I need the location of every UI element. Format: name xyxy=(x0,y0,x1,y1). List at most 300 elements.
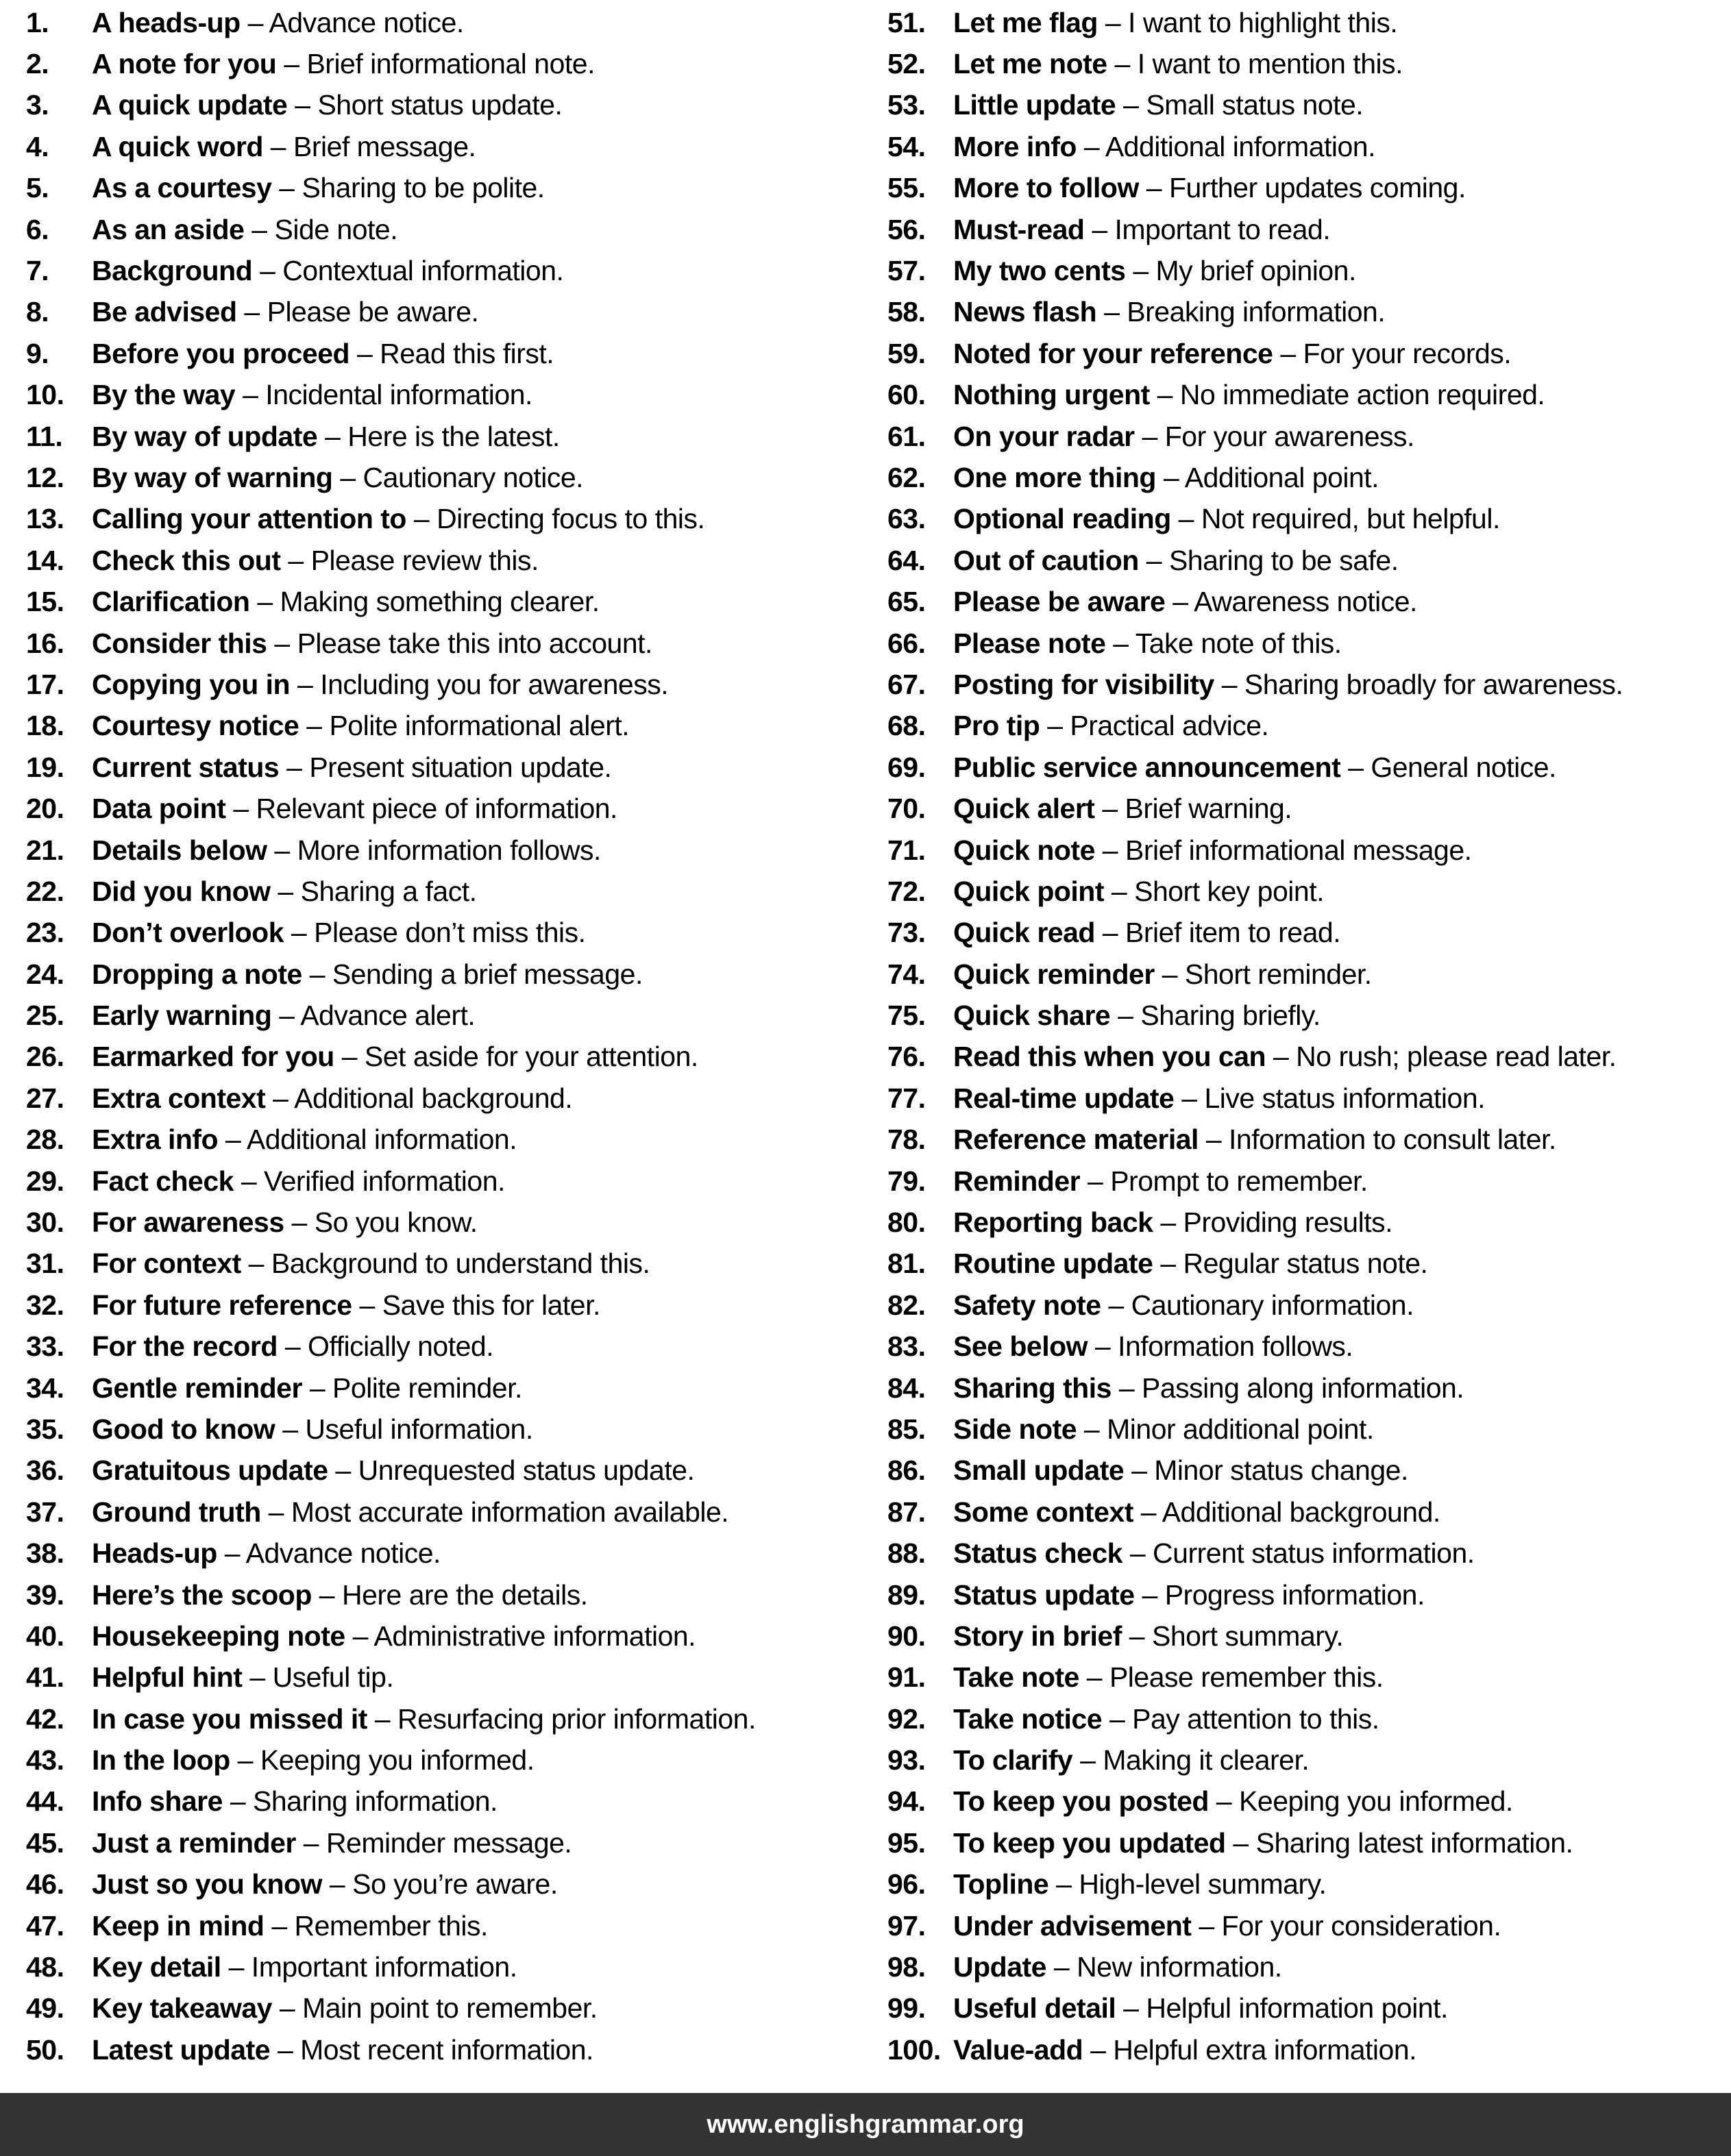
list-item xyxy=(887,1988,1731,2029)
item-text: On your radar – For your awareness. xyxy=(953,420,1414,452)
item-text: Housekeeping note – Administrative information. xyxy=(92,1620,696,1652)
item-number: 39. xyxy=(26,1578,64,1611)
list-item xyxy=(26,1202,865,1243)
item-text: Fact check – Verified information. xyxy=(92,1165,505,1197)
item-term: Reference material xyxy=(953,1124,1199,1156)
list-item xyxy=(26,416,865,457)
list-item xyxy=(887,1739,1731,1781)
item-desc: Remember this. xyxy=(294,1909,488,1942)
item-text: See below – Information follows. xyxy=(953,1330,1353,1363)
list-item xyxy=(887,1367,1731,1409)
list-item xyxy=(887,1078,1731,1119)
list-item xyxy=(887,1161,1731,1202)
item-term: Quick point xyxy=(953,875,1104,907)
list-item xyxy=(887,1202,1731,1243)
item-term: My two cents xyxy=(953,255,1126,287)
item-text: Just a reminder – Reminder message. xyxy=(92,1826,572,1859)
item-text: Gentle reminder – Polite reminder. xyxy=(92,1372,522,1404)
item-number: 63. xyxy=(887,503,926,535)
item-term: Before you proceed xyxy=(92,337,350,369)
item-text: Update – New information. xyxy=(953,1951,1282,1983)
item-text: A heads-up – Advance notice. xyxy=(92,6,464,38)
list-item xyxy=(887,292,1731,333)
item-desc: Resurfacing prior information. xyxy=(397,1702,756,1735)
list-item xyxy=(887,1450,1731,1491)
item-number: 34. xyxy=(26,1372,64,1404)
item-desc: Minor additional point. xyxy=(1107,1413,1374,1445)
item-term: Story in brief xyxy=(953,1620,1122,1652)
item-number: 16. xyxy=(26,627,64,659)
item-term: Safety note xyxy=(953,1289,1101,1321)
item-desc: Please be aware. xyxy=(267,296,479,328)
item-number: 21. xyxy=(26,834,64,866)
item-desc: Useful tip. xyxy=(272,1661,394,1694)
item-desc: Helpful extra information. xyxy=(1113,2033,1417,2066)
item-term: For context xyxy=(92,1248,241,1280)
item-number: 7. xyxy=(26,255,49,287)
list-item xyxy=(26,1739,865,1781)
footer-bar xyxy=(0,2093,1731,2156)
item-term: Copying you in xyxy=(92,668,291,700)
item-term: More to follow xyxy=(953,172,1139,204)
item-term: Heads-up xyxy=(92,1537,217,1570)
list-item xyxy=(26,1864,865,1905)
item-desc: Important to read. xyxy=(1114,213,1331,245)
item-number: 86. xyxy=(887,1454,926,1487)
item-desc: Pay attention to this. xyxy=(1132,1702,1379,1735)
item-text: Quick point – Short key point. xyxy=(953,875,1324,907)
list-item xyxy=(26,1078,865,1119)
item-desc: Brief warning. xyxy=(1125,793,1292,825)
list-item xyxy=(26,333,865,374)
item-term: Fact check xyxy=(92,1165,234,1197)
item-desc: Polite informational alert. xyxy=(329,710,630,742)
item-desc: Minor status change. xyxy=(1154,1454,1408,1487)
item-term: Routine update xyxy=(953,1248,1153,1280)
item-number: 56. xyxy=(887,213,926,245)
item-text: Quick note – Brief informational message. xyxy=(953,834,1472,866)
item-text: Before you proceed – Read this first. xyxy=(92,337,554,369)
list-item xyxy=(26,1822,865,1863)
item-number: 94. xyxy=(887,1785,926,1818)
item-number: 61. xyxy=(887,420,926,452)
item-text: In the loop – Keeping you informed. xyxy=(92,1744,535,1776)
item-desc: Here is the latest. xyxy=(347,420,560,452)
item-desc: Breaking information. xyxy=(1127,296,1386,328)
item-text: Data point – Relevant piece of information. xyxy=(92,793,617,825)
item-term: As a courtesy xyxy=(92,172,272,204)
item-desc: Sharing broadly for awareness. xyxy=(1244,668,1623,700)
item-number: 83. xyxy=(887,1330,926,1363)
item-term: News flash xyxy=(953,296,1097,328)
item-term: Housekeeping note xyxy=(92,1620,345,1652)
item-term: Reminder xyxy=(953,1165,1081,1197)
list-item xyxy=(26,747,865,788)
item-number: 82. xyxy=(887,1289,926,1321)
item-number: 4. xyxy=(26,130,49,162)
item-number: 25. xyxy=(26,1000,64,1032)
item-number: 91. xyxy=(887,1661,926,1694)
item-desc: Brief informational note. xyxy=(306,48,595,80)
item-number: 57. xyxy=(887,255,926,287)
item-text: Consider this – Please take this into account. xyxy=(92,627,652,659)
item-term: To keep you posted xyxy=(953,1785,1209,1818)
item-text: Real-time update – Live status information. xyxy=(953,1082,1486,1114)
item-term: Value-add xyxy=(953,2033,1083,2066)
item-desc: Sharing to be safe. xyxy=(1168,544,1399,576)
item-text: Background – Contextual information. xyxy=(92,255,564,287)
item-number: 2. xyxy=(26,48,49,80)
item-term: Please note xyxy=(953,627,1106,659)
list-item xyxy=(26,1409,865,1450)
item-number: 28. xyxy=(26,1124,64,1156)
item-desc: Helpful information point. xyxy=(1146,1992,1448,2024)
item-desc: Polite reminder. xyxy=(332,1372,522,1404)
list-item xyxy=(26,1326,865,1367)
item-text: Public service announcement – General notice. xyxy=(953,751,1556,783)
item-text: Courtesy notice – Polite informational alert. xyxy=(92,710,630,742)
item-term: Clarification xyxy=(92,586,250,618)
list-item xyxy=(887,209,1731,250)
item-desc: Sharing information. xyxy=(253,1785,498,1818)
item-desc: Additional information. xyxy=(1105,130,1375,162)
list-item xyxy=(26,1781,865,1822)
item-desc: Background to understand this. xyxy=(271,1248,650,1280)
item-term: A quick update xyxy=(92,89,288,121)
item-term: Helpful hint xyxy=(92,1661,243,1694)
item-text: In case you missed it – Resurfacing prior information. xyxy=(92,1702,756,1735)
item-number: 12. xyxy=(26,461,64,493)
item-desc: Most recent information. xyxy=(300,2033,593,2066)
item-text: Take note – Please remember this. xyxy=(953,1661,1384,1694)
item-text: Early warning – Advance alert. xyxy=(92,1000,476,1032)
item-number: 68. xyxy=(887,710,926,742)
item-desc: Information to consult later. xyxy=(1229,1124,1556,1156)
item-text: Key takeaway – Main point to remember. xyxy=(92,1992,598,2024)
item-number: 95. xyxy=(887,1826,926,1859)
item-desc: Additional point. xyxy=(1184,461,1379,493)
item-number: 58. xyxy=(887,296,926,328)
item-desc: Current status information. xyxy=(1153,1537,1475,1570)
item-text: Gratuitous update – Unrequested status update. xyxy=(92,1454,695,1487)
list-item xyxy=(26,913,865,954)
item-desc: Information follows. xyxy=(1118,1330,1353,1363)
item-text: As an aside – Side note. xyxy=(92,213,398,245)
item-desc: Main point to remember. xyxy=(302,1992,598,2024)
item-number: 9. xyxy=(26,337,49,369)
item-text: Details below – More information follows. xyxy=(92,834,601,866)
list-item xyxy=(887,623,1731,664)
item-text: Reference material – Information to consult later. xyxy=(953,1124,1556,1156)
item-number: 72. xyxy=(887,875,926,907)
item-number: 44. xyxy=(26,1785,64,1818)
item-desc: Short status update. xyxy=(317,89,563,121)
item-term: Let me flag xyxy=(953,6,1098,38)
item-term: Update xyxy=(953,1951,1046,1983)
list-item xyxy=(887,913,1731,954)
item-desc: Incidental information. xyxy=(265,379,532,411)
item-text: Don’t overlook – Please don’t miss this. xyxy=(92,917,586,949)
item-term: A note for you xyxy=(92,48,277,80)
item-text: Quick share – Sharing briefly. xyxy=(953,1000,1321,1032)
item-desc: Please take this into account. xyxy=(297,627,652,659)
list-item xyxy=(26,43,865,84)
item-term: By way of update xyxy=(92,420,318,452)
item-text: Info share – Sharing information. xyxy=(92,1785,498,1818)
item-number: 98. xyxy=(887,1951,926,1983)
item-text: Nothing urgent – No immediate action required. xyxy=(953,379,1545,411)
item-term: See below xyxy=(953,1330,1088,1363)
item-desc: More information follows. xyxy=(297,834,601,866)
item-desc: Keeping you informed. xyxy=(260,1744,535,1776)
item-number: 69. xyxy=(887,751,926,783)
item-desc: So you know. xyxy=(314,1206,478,1239)
item-text: Extra info – Additional information. xyxy=(92,1124,517,1156)
item-number: 49. xyxy=(26,1992,64,2024)
item-desc: Not required, but helpful. xyxy=(1201,503,1500,535)
item-desc: Please review this. xyxy=(310,544,539,576)
item-term: Check this out xyxy=(92,544,281,576)
item-number: 14. xyxy=(26,544,64,576)
item-text: Ground truth – Most accurate information available. xyxy=(92,1496,729,1528)
item-desc: Additional background. xyxy=(294,1082,573,1114)
item-number: 71. xyxy=(887,834,926,866)
item-text: Status update – Progress information. xyxy=(953,1578,1425,1611)
item-desc: Here are the details. xyxy=(341,1578,588,1611)
item-number: 84. xyxy=(887,1372,926,1404)
item-term: As an aside xyxy=(92,213,245,245)
item-number: 29. xyxy=(26,1165,64,1197)
item-number: 100. xyxy=(887,2033,941,2066)
item-term: Key detail xyxy=(92,1951,221,1983)
item-text: A quick update – Short status update. xyxy=(92,89,563,121)
item-text: My two cents – My brief opinion. xyxy=(953,255,1356,287)
item-desc: Save this for later. xyxy=(382,1289,600,1321)
item-text: To keep you updated – Sharing latest information. xyxy=(953,1826,1573,1859)
item-number: 55. xyxy=(887,172,926,204)
item-number: 26. xyxy=(26,1041,64,1073)
item-number: 74. xyxy=(887,958,926,990)
item-text: Dropping a note – Sending a brief message. xyxy=(92,958,643,990)
list-item xyxy=(887,788,1731,829)
item-number: 13. xyxy=(26,503,64,535)
list-item xyxy=(26,664,865,705)
item-number: 36. xyxy=(26,1454,64,1487)
item-text: Value-add – Helpful extra information. xyxy=(953,2033,1417,2066)
item-text: Small update – Minor status change. xyxy=(953,1454,1408,1487)
item-text: Helpful hint – Useful tip. xyxy=(92,1661,394,1694)
item-desc: Live status information. xyxy=(1204,1082,1486,1114)
item-number: 80. xyxy=(887,1206,926,1239)
item-number: 85. xyxy=(887,1413,926,1445)
item-number: 96. xyxy=(887,1868,926,1900)
item-number: 81. xyxy=(887,1248,926,1280)
item-number: 75. xyxy=(887,1000,926,1032)
list-item xyxy=(887,2,1731,43)
item-term: By way of warning xyxy=(92,461,333,493)
item-number: 22. xyxy=(26,875,64,907)
item-number: 8. xyxy=(26,296,49,328)
item-number: 59. xyxy=(887,337,926,369)
item-text: Let me flag – I want to highlight this. xyxy=(953,6,1398,38)
item-number: 51. xyxy=(887,6,926,38)
item-text: For the record – Officially noted. xyxy=(92,1330,494,1363)
item-text: Little update – Small status note. xyxy=(953,89,1364,121)
item-number: 54. xyxy=(887,130,926,162)
list-item xyxy=(26,209,865,250)
list-item xyxy=(887,747,1731,788)
list-item xyxy=(887,664,1731,705)
item-term: Let me note xyxy=(953,48,1107,80)
list-item xyxy=(26,292,865,333)
item-number: 15. xyxy=(26,586,64,618)
item-text: By the way – Incidental information. xyxy=(92,379,532,411)
item-desc: New information. xyxy=(1077,1951,1282,1983)
list-item xyxy=(887,416,1731,457)
item-text: Key detail – Important information. xyxy=(92,1951,517,1983)
item-number: 11. xyxy=(26,420,63,452)
item-number: 33. xyxy=(26,1330,64,1363)
list-item xyxy=(887,1822,1731,1863)
item-term: Quick note xyxy=(953,834,1095,866)
list-item xyxy=(887,1615,1731,1657)
item-number: 73. xyxy=(887,917,926,949)
item-number: 67. xyxy=(887,668,926,700)
item-term: Status check xyxy=(953,1537,1122,1570)
item-text: Sharing this – Passing along information. xyxy=(953,1372,1464,1404)
item-term: For future reference xyxy=(92,1289,352,1321)
item-desc: So you’re aware. xyxy=(352,1868,558,1900)
list-item xyxy=(26,2029,865,2070)
item-text: Did you know – Sharing a fact. xyxy=(92,875,477,907)
item-number: 43. xyxy=(26,1744,64,1776)
item-desc: Administrative information. xyxy=(373,1620,696,1652)
item-number: 47. xyxy=(26,1909,64,1942)
item-term: Good to know xyxy=(92,1413,275,1445)
list-item xyxy=(887,1533,1731,1574)
item-number: 32. xyxy=(26,1289,64,1321)
item-number: 30. xyxy=(26,1206,64,1239)
item-number: 1. xyxy=(26,6,49,38)
item-text: Quick read – Brief item to read. xyxy=(953,917,1341,949)
item-term: For awareness xyxy=(92,1206,284,1239)
item-desc: Advance notice. xyxy=(269,6,464,38)
item-desc: Advance notice. xyxy=(245,1537,441,1570)
item-text: Good to know – Useful information. xyxy=(92,1413,533,1445)
item-text: By way of warning – Cautionary notice. xyxy=(92,461,584,493)
item-number: 18. xyxy=(26,710,64,742)
list-item xyxy=(26,1243,865,1285)
item-desc: Awareness notice. xyxy=(1194,586,1417,618)
item-desc: Prompt to remember. xyxy=(1110,1165,1368,1197)
item-desc: Making something clearer. xyxy=(280,586,600,618)
item-term: Extra context xyxy=(92,1082,266,1114)
item-desc: Sharing to be polite. xyxy=(302,172,545,204)
item-term: Take note xyxy=(953,1661,1079,1694)
item-term: Optional reading xyxy=(953,503,1171,535)
item-term: More info xyxy=(953,130,1077,162)
item-term: Sharing this xyxy=(953,1372,1112,1404)
list-item xyxy=(887,85,1731,126)
item-text: Under advisement – For your consideration. xyxy=(953,1909,1501,1942)
list-item xyxy=(26,1119,865,1161)
item-desc: Please don’t miss this. xyxy=(314,917,586,949)
item-desc: Making it clearer. xyxy=(1103,1744,1310,1776)
list-item xyxy=(887,1698,1731,1739)
item-number: 3. xyxy=(26,89,49,121)
item-desc: Short summary. xyxy=(1151,1620,1344,1652)
item-number: 53. xyxy=(887,89,926,121)
item-number: 89. xyxy=(887,1578,926,1611)
item-term: Be advised xyxy=(92,296,237,328)
list-item xyxy=(26,830,865,871)
item-text: For future reference – Save this for later. xyxy=(92,1289,600,1321)
item-term: Dropping a note xyxy=(92,958,302,990)
list-item xyxy=(26,1905,865,1946)
list-item xyxy=(26,623,865,664)
item-number: 38. xyxy=(26,1537,64,1570)
item-desc: Directing focus to this. xyxy=(437,503,705,535)
list-item xyxy=(26,499,865,540)
item-text: Just so you know – So you’re aware. xyxy=(92,1868,558,1900)
item-term: Pro tip xyxy=(953,710,1040,742)
item-term: Status update xyxy=(953,1578,1135,1611)
item-term: By the way xyxy=(92,379,236,411)
item-term: Key takeaway xyxy=(92,1992,272,2024)
list-item xyxy=(887,1781,1731,1822)
item-number: 77. xyxy=(887,1082,926,1114)
item-text: For context – Background to understand this. xyxy=(92,1248,650,1280)
list-item xyxy=(26,1161,865,1202)
item-term: Extra info xyxy=(92,1124,219,1156)
item-desc: Keeping you informed. xyxy=(1239,1785,1513,1818)
column-right xyxy=(865,2,1731,2093)
list-item xyxy=(26,540,865,581)
list-item xyxy=(887,871,1731,912)
list-item xyxy=(887,954,1731,995)
item-number: 62. xyxy=(887,461,926,493)
item-number: 65. xyxy=(887,586,926,618)
item-text: Current status – Present situation update. xyxy=(92,751,612,783)
item-desc: Reminder message. xyxy=(326,1826,572,1859)
item-number: 24. xyxy=(26,958,64,990)
item-desc: Sharing a fact. xyxy=(300,875,477,907)
list-item xyxy=(887,1037,1731,1078)
item-text: Here’s the scoop – Here are the details. xyxy=(92,1578,588,1611)
item-term: Calling your attention to xyxy=(92,503,406,535)
item-text: Please note – Take note of this. xyxy=(953,627,1342,659)
item-term: Keep in mind xyxy=(92,1909,265,1942)
item-text: Let me note – I want to mention this. xyxy=(953,48,1403,80)
item-desc: For your awareness. xyxy=(1164,420,1414,452)
item-term: Quick share xyxy=(953,1000,1111,1032)
item-desc: Set aside for your attention. xyxy=(364,1041,698,1073)
item-term: Don’t overlook xyxy=(92,917,284,949)
item-text: Safety note – Cautionary information. xyxy=(953,1289,1414,1321)
item-term: Gratuitous update xyxy=(92,1454,328,1487)
item-text: To clarify – Making it clearer. xyxy=(953,1744,1310,1776)
item-text: Calling your attention to – Directing focus to this. xyxy=(92,503,705,535)
item-number: 90. xyxy=(887,1620,926,1652)
item-text: One more thing – Additional point. xyxy=(953,461,1379,493)
item-text: For awareness – So you know. xyxy=(92,1206,478,1239)
list-item xyxy=(887,126,1731,167)
item-desc: Most accurate information available. xyxy=(291,1496,729,1528)
item-term: Ground truth xyxy=(92,1496,261,1528)
item-term: Reporting back xyxy=(953,1206,1153,1239)
item-term: One more thing xyxy=(953,461,1156,493)
item-term: Quick alert xyxy=(953,793,1095,825)
